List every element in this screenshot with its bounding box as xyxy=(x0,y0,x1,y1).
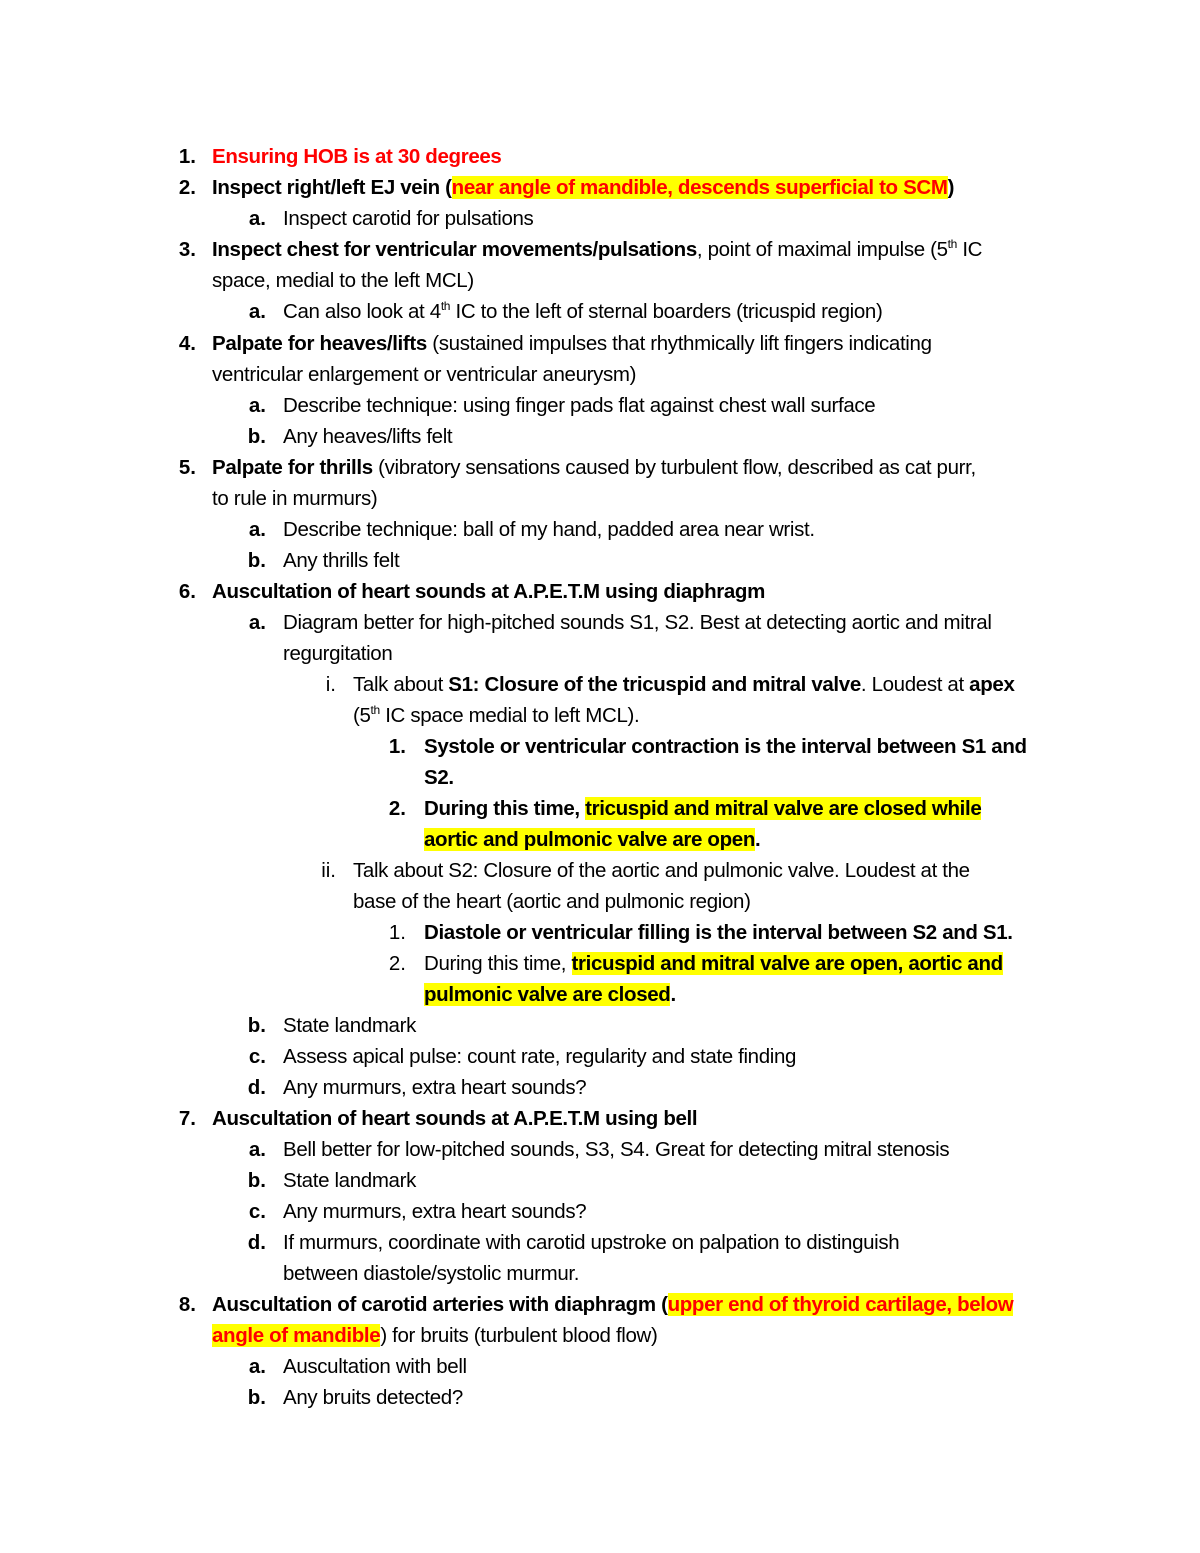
list-item: During this time, tricuspid and mitral valve are open, aortic and xyxy=(424,952,1003,975)
list-item: Auscultation of heart sounds at A.P.E.T.M using diaphragm xyxy=(212,580,765,603)
list-marker: c. xyxy=(248,1200,266,1223)
list-marker: a. xyxy=(248,1138,266,1161)
list-item: Any murmurs, extra heart sounds? xyxy=(283,1076,587,1099)
list-item-continuation: pulmonic valve are closed. xyxy=(424,983,676,1006)
list-item: Describe technique: using finger pads flat against chest wall surface xyxy=(283,394,876,417)
list-marker: a. xyxy=(248,207,266,230)
list-marker: a. xyxy=(248,300,266,323)
list-marker: b. xyxy=(247,425,266,448)
list-item: If murmurs, coordinate with carotid upstroke on palpation to distinguish xyxy=(283,1231,900,1254)
list-marker: 2. xyxy=(388,797,406,820)
list-marker: 7. xyxy=(178,1107,196,1130)
list-marker: b. xyxy=(247,549,266,572)
list-item-continuation: S2. xyxy=(424,766,454,789)
list-item: Talk about S2: Closure of the aortic and pulmonic valve. Loudest at the xyxy=(353,859,970,882)
highlighted-text: tricuspid and mitral valve are open, aortic and xyxy=(571,952,1003,975)
list-item: Inspect carotid for pulsations xyxy=(283,207,534,230)
list-marker: b. xyxy=(247,1386,266,1409)
list-item: During this time, tricuspid and mitral valve are closed while xyxy=(424,797,982,820)
list-item-continuation: base of the heart (aortic and pulmonic region) xyxy=(353,890,751,913)
list-item: Diastole or ventricular filling is the interval between S2 and S1. xyxy=(424,921,1013,944)
list-marker: d. xyxy=(247,1076,266,1099)
list-item: Auscultation of heart sounds at A.P.E.T.M using bell xyxy=(212,1107,698,1130)
list-marker: b. xyxy=(247,1014,266,1037)
highlighted-text: aortic and pulmonic valve are open xyxy=(424,828,756,851)
highlighted-text: angle of mandible xyxy=(212,1324,381,1347)
highlighted-text: upper end of thyroid cartilage, below xyxy=(667,1293,1014,1316)
list-item: Auscultation with bell xyxy=(283,1355,467,1378)
list-item-continuation: between diastole/systolic murmur. xyxy=(283,1262,580,1285)
list-marker: 8. xyxy=(178,1293,196,1316)
list-item: Systole or ventricular contraction is the interval between S1 and xyxy=(424,735,1027,758)
list-item: Inspect chest for ventricular movements/pulsations, point of maximal impulse (5th IC xyxy=(212,237,983,261)
list-item: Palpate for thrills (vibratory sensations caused by turbulent flow, described as cat purr, xyxy=(212,456,976,479)
list-item: Inspect right/left EJ vein (near angle of mandible, descends superficial to SCM) xyxy=(212,176,955,199)
list-marker: 2. xyxy=(178,176,196,199)
list-item: Any thrills felt xyxy=(283,549,400,572)
list-item: Ensuring HOB is at 30 degrees xyxy=(212,145,502,168)
list-item: State landmark xyxy=(283,1169,416,1192)
list-item: Describe technique: ball of my hand, padded area near wrist. xyxy=(283,518,815,541)
highlighted-text: pulmonic valve are closed xyxy=(424,983,671,1006)
list-item: State landmark xyxy=(283,1014,416,1037)
list-item-continuation: (5th IC space medial to left MCL). xyxy=(353,703,640,727)
list-item: Bell better for low-pitched sounds, S3, S4. Great for detecting mitral stenosis xyxy=(283,1138,950,1161)
list-marker: a. xyxy=(248,1355,266,1378)
list-item: Talk about S1: Closure of the tricuspid and mitral valve. Loudest at apex xyxy=(353,673,1015,696)
list-marker: a. xyxy=(248,394,266,417)
list-marker: 2. xyxy=(388,952,406,975)
list-marker: a. xyxy=(248,611,266,634)
list-marker: ii. xyxy=(321,859,336,882)
list-item-continuation: space, medial to the left MCL) xyxy=(212,269,474,292)
list-marker: 5. xyxy=(178,456,196,479)
list-item: Any heaves/lifts felt xyxy=(283,425,453,448)
list-marker: c. xyxy=(248,1045,266,1068)
list-marker: 1. xyxy=(178,145,196,168)
list-marker: 4. xyxy=(178,332,196,355)
list-item: Diagram better for high-pitched sounds S1, S2. Best at detecting aortic and mitral xyxy=(283,611,992,634)
list-item: Any bruits detected? xyxy=(283,1386,463,1409)
list-item: Any murmurs, extra heart sounds? xyxy=(283,1200,587,1223)
list-item-continuation: regurgitation xyxy=(283,642,393,665)
highlighted-text: tricuspid and mitral valve are closed while xyxy=(585,797,982,820)
list-marker: d. xyxy=(247,1231,266,1254)
highlighted-text: near angle of mandible, descends superficial to SCM xyxy=(451,176,948,199)
list-item-continuation: aortic and pulmonic valve are open. xyxy=(424,828,761,851)
list-item-continuation: to rule in murmurs) xyxy=(212,487,378,510)
list-item: Palpate for heaves/lifts (sustained impulses that rhythmically lift fingers indicating xyxy=(212,332,932,355)
list-item: Auscultation of carotid arteries with diaphragm (upper end of thyroid cartilage, below xyxy=(212,1293,1014,1316)
list-marker: a. xyxy=(248,518,266,541)
list-item-continuation: ventricular enlargement or ventricular aneurysm) xyxy=(212,363,637,386)
list-item: Assess apical pulse: count rate, regularity and state finding xyxy=(283,1045,797,1068)
list-item-continuation: angle of mandible) for bruits (turbulent blood flow) xyxy=(212,1324,658,1347)
list-marker: 1. xyxy=(388,921,406,944)
list-marker: 1. xyxy=(388,735,406,758)
list-marker: 3. xyxy=(178,238,196,261)
list-marker: i. xyxy=(325,673,336,696)
list-item: Can also look at 4th IC to the left of sternal boarders (tricuspid region) xyxy=(283,299,883,323)
list-marker: 6. xyxy=(178,580,196,603)
list-marker: b. xyxy=(247,1169,266,1192)
